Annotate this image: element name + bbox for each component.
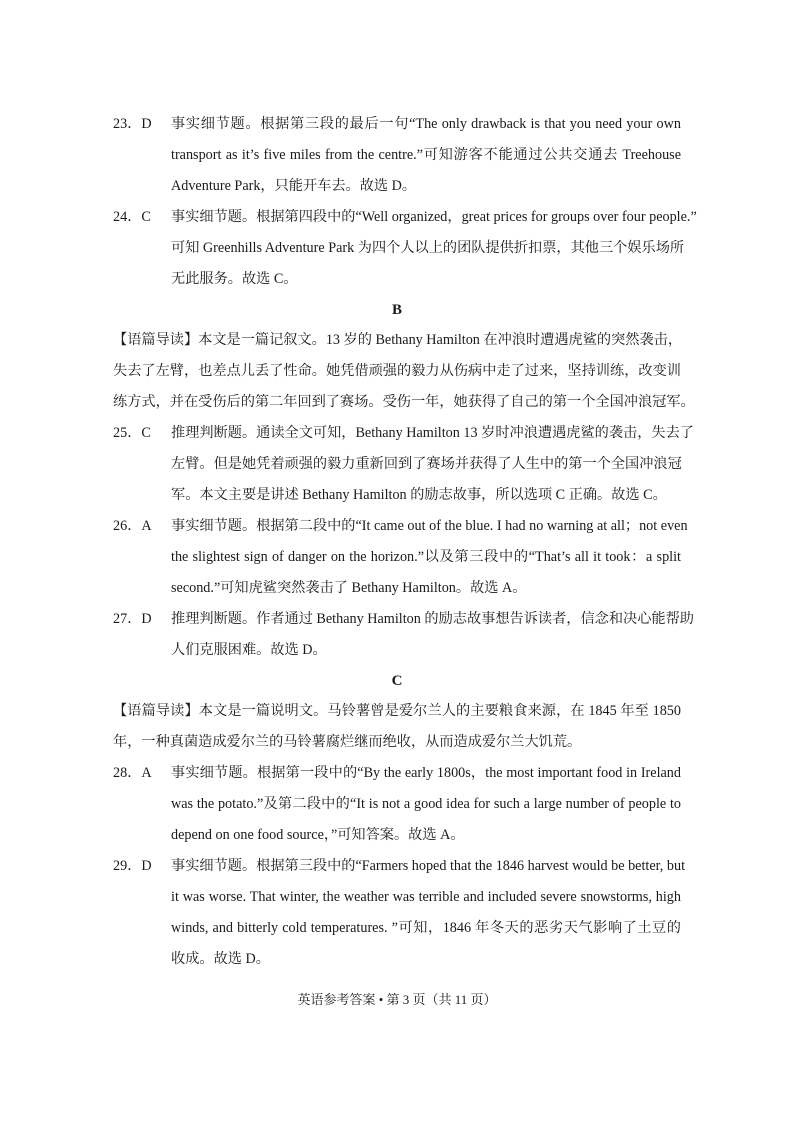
- answer-24-line-1: 事实细节题。根据第四段中的“Well organized，great prices for groups over four people.”: [171, 209, 697, 225]
- answer-24-line-3: 无此服务。故选 C。: [171, 271, 298, 287]
- answer-27-line-1: 推理判断题。作者通过 Bethany Hamilton 的励志故事想告诉读者，信念和决心能帮助: [171, 611, 694, 627]
- answer-29-line-3: winds, and bitterly cold temperatures. ”可知，1846 年冬天的恶劣天气影响了土豆的: [171, 920, 681, 936]
- answer-number-28: 28．A: [113, 765, 152, 781]
- answer-number-27: 27．D: [113, 611, 152, 627]
- section-heading-c: C: [391, 673, 403, 689]
- page-footer: 英语参考答案 • 第 3 页（共 11 页）: [297, 992, 497, 1007]
- answer-23-line-3: Adventure Park，只能开车去。故选 D。: [171, 178, 417, 194]
- answer-24-line-2: 可知 Greenhills Adventure Park 为四个人以上的团队提供折扣票，其他三个娱乐场所: [171, 240, 685, 256]
- section-heading-b: B: [391, 302, 402, 318]
- answer-29-line-4: 收成。故选 D。: [171, 951, 270, 967]
- answer-28-line-3: depend on one food source，”可知答案。故选 A。: [171, 827, 465, 843]
- answer-27-line-2: 人们克服困难。故选 D。: [171, 642, 327, 658]
- answer-number-29: 29．D: [113, 858, 152, 874]
- section-c-intro-line-2: 年，一种真菌造成爱尔兰的马铃薯腐烂继而绝收，从而造成爱尔兰大饥荒。: [113, 734, 582, 750]
- section-c-intro-line-1: 【语篇导读】本文是一篇说明文。马铃薯曾是爱尔兰人的主要粮食来源，在 1845 年至 1850: [113, 703, 681, 719]
- section-b-intro-line-2: 失去了左臂，也差点儿丢了性命。她凭借顽强的毅力从伤病中走了过来，坚持训练，改变训: [113, 363, 681, 379]
- answer-number-24: 24．C: [113, 209, 151, 225]
- answer-number-23: 23．D: [113, 116, 152, 132]
- answer-25-line-2: 左臂。但是她凭着顽强的毅力重新回到了赛场并获得了人生中的第一个全国冲浪冠: [171, 456, 682, 472]
- answer-26-line-3: second.”可知虎鲨突然袭击了 Bethany Hamilton。故选 A。: [171, 580, 527, 596]
- answer-23-line-1: 事实细节题。根据第三段的最后一句“The only drawback is that you need your own: [171, 116, 681, 132]
- answer-29-line-2: it was worse. That winter, the weather was terrible and included severe snowstorms, high: [171, 889, 681, 905]
- answer-number-26: 26．A: [113, 518, 152, 534]
- answer-28-line-2: was the potato.”及第二段中的“It is not a good idea for such a large number of people to: [171, 796, 681, 812]
- section-b-intro-line-1: 【语篇导读】本文是一篇记叙文。13 岁的 Bethany Hamilton 在冲浪时遭遇虎鲨的突然袭击，: [113, 332, 683, 348]
- answer-number-25: 25．C: [113, 425, 151, 441]
- answer-26-line-1: 事实细节题。根据第二段中的“It came out of the blue. I had no warning at all；not even: [171, 518, 688, 534]
- answer-26-line-2: the slightest sign of danger on the horizon.”以及第三段中的“That’s all it took：a split: [171, 549, 681, 565]
- answer-29-line-1: 事实细节题。根据第三段中的“Farmers hoped that the 1846 harvest would be better, but: [171, 858, 686, 874]
- answer-23-line-2: transport as it’s five miles from the centre.”可知游客不能通过公共交通去 Treehouse: [171, 147, 681, 163]
- answer-25-line-1: 推理判断题。通读全文可知，Bethany Hamilton 13 岁时冲浪遭遇虎鲨的袭击，失去了: [171, 425, 694, 441]
- answer-25-line-3: 军。本文主要是讲述 Bethany Hamilton 的励志故事，所以选项 C 正确。故选 C。: [171, 487, 667, 503]
- answer-28-line-1: 事实细节题。根据第一段中的“By the early 1800s，the most important food in Ireland: [171, 765, 681, 781]
- section-b-intro-line-3: 练方式，并在受伤后的第二年回到了赛场。受伤一年，她获得了自己的第一个全国冲浪冠军。: [113, 394, 695, 410]
